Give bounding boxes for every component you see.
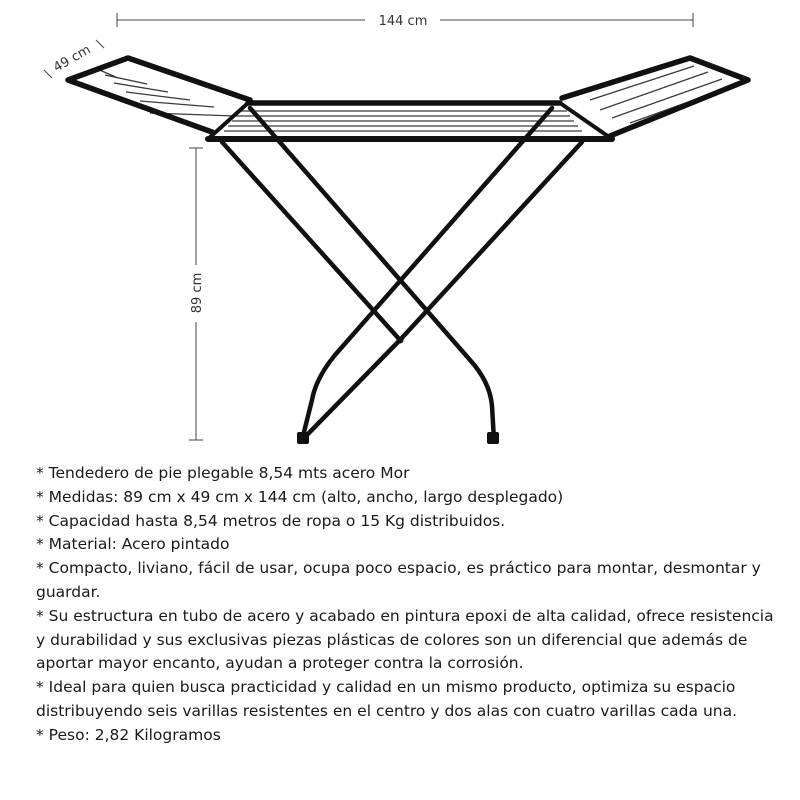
- description-line: * Peso: 2,82 Kilogramos: [36, 725, 221, 744]
- depth-label: 49 cm: [50, 42, 94, 76]
- description-line: * Medidas: 89 cm x 49 cm x 144 cm (alto, ancho, largo desplegado): [36, 487, 564, 506]
- description-line: * Su estructura en tubo de acero y acabado en pintura epoxi de alta calidad, ofrece resistencia y durabilidad y sus exclusivas piezas plásticas de colores son un diferencial que además de aportar mayor encanto, ayudan a proteger contra la corrosión.: [36, 606, 774, 673]
- legs: [222, 108, 582, 440]
- pivot: [397, 337, 404, 344]
- description-line: * Ideal para quien busca practicidad y calidad en un mismo producto, optimiza su espacio distribuyendo seis varillas resistentes en el centro y dos alas con cuatro varillas cada una.: [36, 678, 738, 720]
- width-label: 144 cm: [378, 14, 428, 29]
- description-line: * Material: Acero pintado: [36, 535, 230, 554]
- description-line: * Capacidad hasta 8,54 metros de ropa o 15 Kg distribuidos.: [36, 511, 506, 530]
- left-wing: [68, 58, 250, 132]
- description-line: * Compacto, liviano, fácil de usar, ocupa poco espacio, es práctico para montar, desmontar y guardar.: [36, 559, 761, 601]
- product-description: [36, 462, 776, 748]
- feet: [297, 432, 499, 444]
- description-line: * Tendedero de pie plegable 8,54 mts acero Mor: [36, 464, 410, 482]
- height-label: 89 cm: [190, 272, 205, 314]
